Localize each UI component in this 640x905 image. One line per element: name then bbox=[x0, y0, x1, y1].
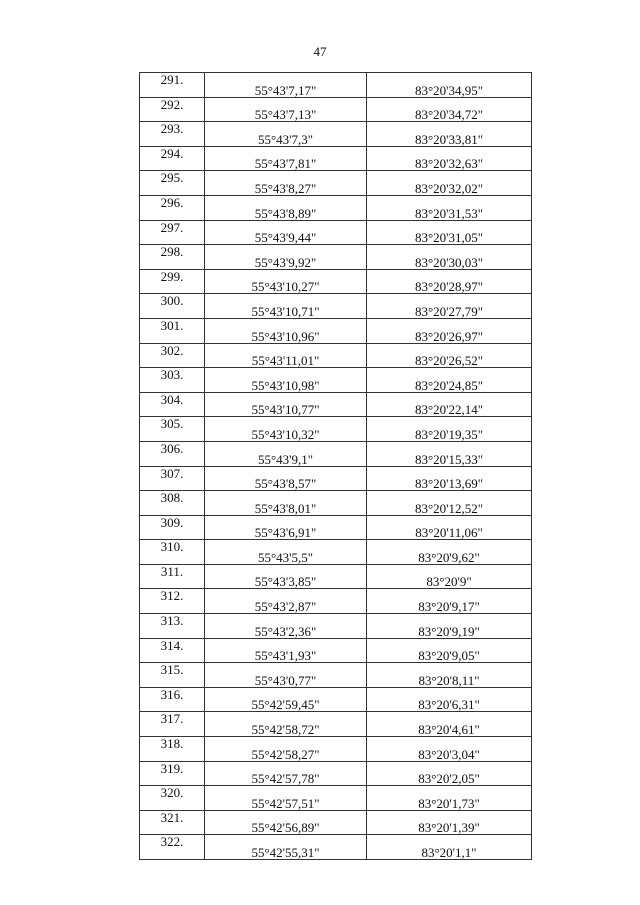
latitude-cell: 55°43'3,85" bbox=[205, 564, 367, 589]
latitude-cell: 55°42'58,72" bbox=[205, 712, 367, 737]
longitude-cell: 83°20'19,35" bbox=[367, 417, 532, 442]
longitude-cell: 83°20'28,97" bbox=[367, 269, 532, 294]
point-number-cell: 298. bbox=[140, 245, 205, 270]
point-number-cell: 300. bbox=[140, 294, 205, 319]
latitude-cell: 55°42'57,51" bbox=[205, 786, 367, 811]
point-number-cell: 297. bbox=[140, 220, 205, 245]
table-row bbox=[140, 786, 532, 811]
latitude-cell: 55°43'2,36" bbox=[205, 614, 367, 639]
latitude-cell: 55°42'55,31" bbox=[205, 835, 367, 860]
table-row bbox=[140, 638, 532, 663]
table-row bbox=[140, 564, 532, 589]
latitude-cell: 55°43'10,77" bbox=[205, 392, 367, 417]
longitude-cell: 83°20'31,53" bbox=[367, 195, 532, 220]
latitude-cell: 55°43'10,98" bbox=[205, 368, 367, 393]
table-row bbox=[140, 491, 532, 516]
point-number-cell: 302. bbox=[140, 343, 205, 368]
latitude-cell: 55°42'57,78" bbox=[205, 761, 367, 786]
point-number-cell: 307. bbox=[140, 466, 205, 491]
point-number-cell: 305. bbox=[140, 417, 205, 442]
longitude-cell: 83°20'26,97" bbox=[367, 318, 532, 343]
table-row bbox=[140, 318, 532, 343]
longitude-cell: 83°20'30,03" bbox=[367, 245, 532, 270]
point-number-cell: 317. bbox=[140, 712, 205, 737]
latitude-cell: 55°43'2,87" bbox=[205, 589, 367, 614]
table-row bbox=[140, 294, 532, 319]
point-number-cell: 313. bbox=[140, 614, 205, 639]
latitude-cell: 55°43'7,81" bbox=[205, 146, 367, 171]
longitude-cell: 83°20'22,14" bbox=[367, 392, 532, 417]
point-number-cell: 316. bbox=[140, 687, 205, 712]
longitude-cell: 83°20'24,85" bbox=[367, 368, 532, 393]
latitude-cell: 55°43'10,71" bbox=[205, 294, 367, 319]
latitude-cell: 55°43'8,57" bbox=[205, 466, 367, 491]
point-number-cell: 299. bbox=[140, 269, 205, 294]
coordinates-table bbox=[139, 72, 532, 860]
longitude-cell: 83°20'32,63" bbox=[367, 146, 532, 171]
latitude-cell: 55°43'8,01" bbox=[205, 491, 367, 516]
table-row bbox=[140, 540, 532, 565]
point-number-cell: 295. bbox=[140, 171, 205, 196]
longitude-cell: 83°20'9,62" bbox=[367, 540, 532, 565]
point-number-cell: 301. bbox=[140, 318, 205, 343]
longitude-cell: 83°20'9,17" bbox=[367, 589, 532, 614]
point-number-cell: 291. bbox=[140, 73, 205, 98]
latitude-cell: 55°42'58,27" bbox=[205, 737, 367, 762]
point-number-cell: 293. bbox=[140, 122, 205, 147]
point-number-cell: 320. bbox=[140, 786, 205, 811]
longitude-cell: 83°20'34,95" bbox=[367, 73, 532, 98]
latitude-cell: 55°43'8,89" bbox=[205, 195, 367, 220]
latitude-cell: 55°43'0,77" bbox=[205, 663, 367, 688]
table-row bbox=[140, 122, 532, 147]
table-row bbox=[140, 343, 532, 368]
table-row bbox=[140, 417, 532, 442]
table-row bbox=[140, 146, 532, 171]
table-row bbox=[140, 589, 532, 614]
longitude-cell: 83°20'9,05" bbox=[367, 638, 532, 663]
latitude-cell: 55°43'10,32" bbox=[205, 417, 367, 442]
latitude-cell: 55°43'9,44" bbox=[205, 220, 367, 245]
latitude-cell: 55°43'1,93" bbox=[205, 638, 367, 663]
table-row bbox=[140, 392, 532, 417]
table-row bbox=[140, 663, 532, 688]
table-row bbox=[140, 368, 532, 393]
latitude-cell: 55°43'10,27" bbox=[205, 269, 367, 294]
table-row bbox=[140, 761, 532, 786]
longitude-cell: 83°20'26,52" bbox=[367, 343, 532, 368]
latitude-cell: 55°43'7,13" bbox=[205, 97, 367, 122]
point-number-cell: 318. bbox=[140, 737, 205, 762]
latitude-cell: 55°43'6,91" bbox=[205, 515, 367, 540]
table-row bbox=[140, 712, 532, 737]
point-number-cell: 311. bbox=[140, 564, 205, 589]
longitude-cell: 83°20'8,11" bbox=[367, 663, 532, 688]
longitude-cell: 83°20'4,61" bbox=[367, 712, 532, 737]
longitude-cell: 83°20'3,04" bbox=[367, 737, 532, 762]
latitude-cell: 55°43'9,92" bbox=[205, 245, 367, 270]
point-number-cell: 322. bbox=[140, 835, 205, 860]
table-row bbox=[140, 195, 532, 220]
point-number-cell: 306. bbox=[140, 441, 205, 466]
point-number-cell: 304. bbox=[140, 392, 205, 417]
table-row bbox=[140, 269, 532, 294]
coordinates-table-body bbox=[140, 73, 532, 860]
longitude-cell: 83°20'9" bbox=[367, 564, 532, 589]
table-row bbox=[140, 97, 532, 122]
longitude-cell: 83°20'15,33" bbox=[367, 441, 532, 466]
longitude-cell: 83°20'32,02" bbox=[367, 171, 532, 196]
longitude-cell: 83°20'12,52" bbox=[367, 491, 532, 516]
latitude-cell: 55°42'56,89" bbox=[205, 810, 367, 835]
point-number-cell: 319. bbox=[140, 761, 205, 786]
table-row bbox=[140, 220, 532, 245]
table-row bbox=[140, 441, 532, 466]
longitude-cell: 83°20'31,05" bbox=[367, 220, 532, 245]
latitude-cell: 55°43'7,3" bbox=[205, 122, 367, 147]
page-number: 47 bbox=[313, 44, 327, 59]
point-number-cell: 321. bbox=[140, 810, 205, 835]
longitude-cell: 83°20'1,1" bbox=[367, 835, 532, 860]
latitude-cell: 55°43'11,01" bbox=[205, 343, 367, 368]
table-row bbox=[140, 171, 532, 196]
longitude-cell: 83°20'33,81" bbox=[367, 122, 532, 147]
point-number-cell: 315. bbox=[140, 663, 205, 688]
table-row bbox=[140, 245, 532, 270]
longitude-cell: 83°20'6,31" bbox=[367, 687, 532, 712]
longitude-cell: 83°20'1,73" bbox=[367, 786, 532, 811]
table-row bbox=[140, 614, 532, 639]
table-row bbox=[140, 687, 532, 712]
table-row bbox=[140, 466, 532, 491]
longitude-cell: 83°20'2,05" bbox=[367, 761, 532, 786]
table-row bbox=[140, 73, 532, 98]
point-number-cell: 309. bbox=[140, 515, 205, 540]
table-row bbox=[140, 737, 532, 762]
table-row bbox=[140, 810, 532, 835]
point-number-cell: 312. bbox=[140, 589, 205, 614]
latitude-cell: 55°43'8,27" bbox=[205, 171, 367, 196]
longitude-cell: 83°20'1,39" bbox=[367, 810, 532, 835]
latitude-cell: 55°43'10,96" bbox=[205, 318, 367, 343]
table-row bbox=[140, 835, 532, 860]
point-number-cell: 303. bbox=[140, 368, 205, 393]
longitude-cell: 83°20'27,79" bbox=[367, 294, 532, 319]
longitude-cell: 83°20'9,19" bbox=[367, 614, 532, 639]
point-number-cell: 310. bbox=[140, 540, 205, 565]
latitude-cell: 55°43'5,5" bbox=[205, 540, 367, 565]
longitude-cell: 83°20'11,06" bbox=[367, 515, 532, 540]
point-number-cell: 308. bbox=[140, 491, 205, 516]
point-number-cell: 296. bbox=[140, 195, 205, 220]
latitude-cell: 55°42'59,45" bbox=[205, 687, 367, 712]
point-number-cell: 294. bbox=[140, 146, 205, 171]
latitude-cell: 55°43'7,17" bbox=[205, 73, 367, 98]
point-number-cell: 292. bbox=[140, 97, 205, 122]
table-row bbox=[140, 515, 532, 540]
longitude-cell: 83°20'34,72" bbox=[367, 97, 532, 122]
point-number-cell: 314. bbox=[140, 638, 205, 663]
latitude-cell: 55°43'9,1" bbox=[205, 441, 367, 466]
longitude-cell: 83°20'13,69" bbox=[367, 466, 532, 491]
